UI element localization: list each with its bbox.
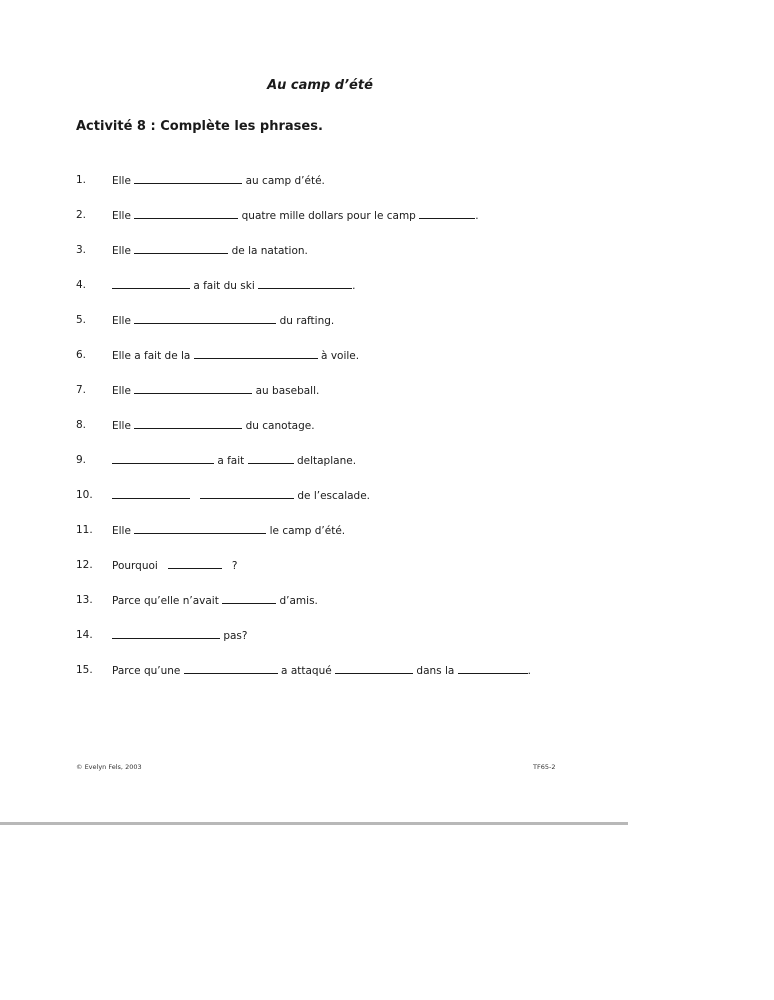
item-sentence: [112, 205, 479, 226]
sentence-text: le camp d’été.: [266, 525, 346, 537]
exercise-item: [0, 660, 640, 680]
answer-blank[interactable]: [458, 660, 528, 674]
item-sentence: [112, 380, 319, 401]
sentence-text: Elle a fait de la: [112, 350, 194, 362]
sentence-text: Elle: [112, 385, 135, 397]
sentence-text: de la natation.: [228, 245, 308, 257]
item-number: 4.: [76, 279, 87, 291]
sentence-text: ?: [221, 560, 238, 572]
exercise-item: [0, 170, 640, 190]
page-code: TF65-2: [533, 763, 556, 771]
item-number: 11.: [76, 524, 93, 536]
exercise-item: [0, 520, 640, 540]
answer-blank[interactable]: [184, 660, 278, 674]
item-sentence: [112, 520, 345, 541]
item-sentence: [112, 310, 334, 331]
item-sentence: [112, 485, 370, 506]
sentence-text: Elle: [112, 210, 135, 222]
item-sentence: [112, 170, 325, 191]
exercise-item: [0, 275, 640, 295]
answer-blank[interactable]: [335, 660, 413, 674]
document-title: Au camp d’été: [267, 78, 373, 93]
sentence-text: .: [527, 665, 531, 677]
exercise-item: [0, 415, 640, 435]
item-sentence: [112, 415, 315, 436]
exercise-item: [0, 450, 640, 470]
item-sentence: [112, 555, 237, 576]
sentence-text: .: [352, 280, 356, 292]
answer-blank[interactable]: [134, 240, 228, 254]
sentence-text: au camp d’été.: [242, 175, 325, 187]
sentence-text: de l’escalade.: [294, 490, 371, 502]
item-sentence: [112, 275, 355, 296]
sentence-text: a fait du ski: [190, 280, 259, 292]
exercise-item: [0, 205, 640, 225]
item-number: 14.: [76, 629, 93, 641]
item-number: 1.: [76, 174, 87, 186]
item-sentence: [112, 450, 356, 471]
sentence-text: a fait: [214, 455, 248, 467]
sentence-text: Elle: [112, 525, 135, 537]
item-number: 5.: [76, 314, 87, 326]
answer-blank[interactable]: [112, 275, 190, 289]
item-number: 7.: [76, 384, 87, 396]
item-sentence: [112, 240, 308, 261]
answer-blank[interactable]: [258, 275, 352, 289]
page-bottom-edge: [0, 822, 628, 825]
sentence-text: Elle: [112, 175, 135, 187]
exercise-item: [0, 625, 640, 645]
sentence-text: Parce qu’une: [112, 665, 184, 677]
answer-blank[interactable]: [112, 485, 190, 499]
item-number: 10.: [76, 489, 93, 501]
activity-heading: Activité 8 : Complète les phrases.: [76, 119, 323, 134]
sentence-text: Pourquoi: [112, 560, 168, 572]
sentence-text: à voile.: [317, 350, 360, 362]
answer-blank[interactable]: [248, 450, 294, 464]
sentence-text: [190, 490, 200, 502]
answer-blank[interactable]: [112, 450, 214, 464]
item-number: 8.: [76, 419, 87, 431]
exercise-item: [0, 345, 640, 365]
sentence-text: quatre mille dollars pour le camp: [238, 210, 420, 222]
exercise-item: [0, 240, 640, 260]
item-number: 15.: [76, 664, 93, 676]
exercise-item: [0, 590, 640, 610]
sentence-text: .: [475, 210, 479, 222]
answer-blank[interactable]: [168, 555, 222, 569]
sentence-text: pas?: [220, 630, 248, 642]
exercise-item: [0, 380, 640, 400]
answer-blank[interactable]: [134, 170, 242, 184]
answer-blank[interactable]: [134, 415, 242, 429]
exercise-item: [0, 485, 640, 505]
item-number: 2.: [76, 209, 87, 221]
sentence-text: Parce qu’elle n’avait: [112, 595, 223, 607]
sentence-text: du canotage.: [242, 420, 315, 432]
answer-blank[interactable]: [222, 590, 276, 604]
answer-blank[interactable]: [194, 345, 318, 359]
exercise-item: [0, 310, 640, 330]
sentence-text: a attaqué: [277, 665, 336, 677]
item-number: 9.: [76, 454, 87, 466]
sentence-text: deltaplane.: [293, 455, 357, 467]
item-number: 3.: [76, 244, 87, 256]
answer-blank[interactable]: [134, 520, 266, 534]
answer-blank[interactable]: [419, 205, 475, 219]
sentence-text: au baseball.: [252, 385, 320, 397]
item-sentence: [112, 345, 359, 366]
answer-blank[interactable]: [134, 380, 252, 394]
answer-blank[interactable]: [112, 625, 220, 639]
item-sentence: [112, 660, 531, 681]
answer-blank[interactable]: [134, 205, 238, 219]
item-sentence: [112, 590, 318, 611]
item-number: 6.: [76, 349, 87, 361]
sentence-text: Elle: [112, 420, 135, 432]
answer-blank[interactable]: [200, 485, 294, 499]
item-number: 13.: [76, 594, 93, 606]
sentence-text: d’amis.: [276, 595, 318, 607]
item-sentence: [112, 625, 247, 646]
sentence-text: Elle: [112, 315, 135, 327]
copyright-notice: © Evelyn Fels, 2003: [76, 763, 142, 771]
exercise-item: [0, 555, 640, 575]
item-number: 12.: [76, 559, 93, 571]
sentence-text: dans la: [413, 665, 458, 677]
sentence-text: Elle: [112, 245, 135, 257]
answer-blank[interactable]: [134, 310, 276, 324]
sentence-text: du rafting.: [276, 315, 335, 327]
